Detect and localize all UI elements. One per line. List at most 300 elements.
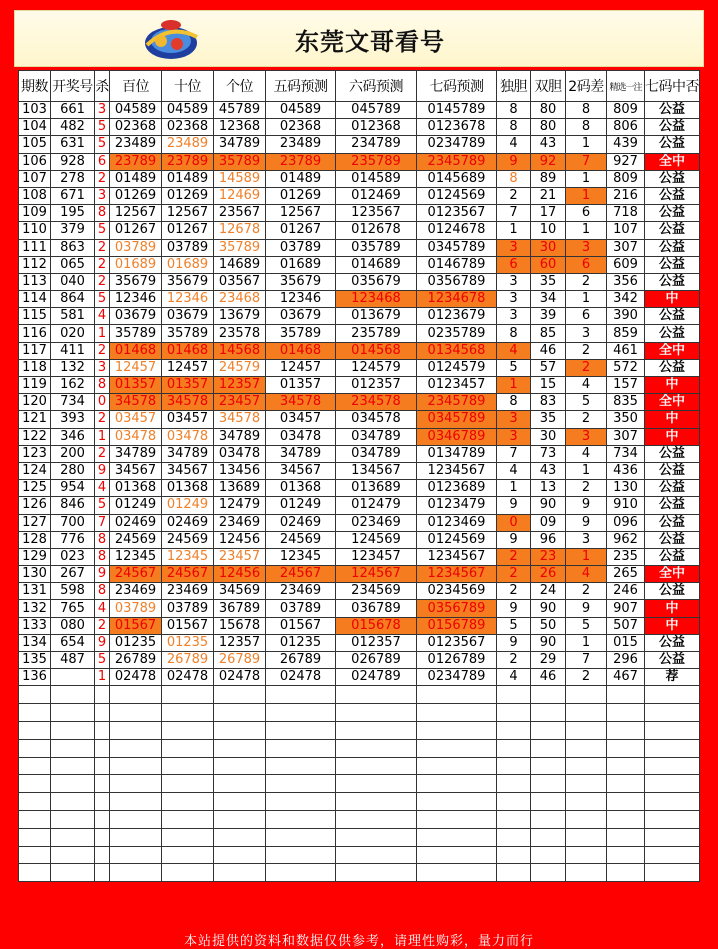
table-cell: 7 (566, 652, 607, 669)
table-cell: 02368 (162, 119, 214, 136)
table-cell: 907 (607, 600, 645, 617)
table-cell: 01269 (266, 187, 336, 204)
table-cell: 34567 (162, 462, 214, 479)
table-cell: 9 (95, 462, 110, 479)
table-cell: 5 (566, 617, 607, 634)
empty-cell (51, 757, 95, 775)
table-cell: 12567 (110, 205, 162, 222)
table-cell: 122 (19, 428, 51, 445)
empty-cell (497, 846, 531, 864)
empty-cell (607, 757, 645, 775)
table-cell: 23789 (110, 153, 162, 170)
table-cell: 1 (566, 187, 607, 204)
empty-row (19, 757, 700, 775)
table-cell: 39 (531, 308, 566, 325)
empty-cell (266, 828, 336, 846)
table-cell: 全中 (645, 566, 700, 583)
table-cell: 01368 (162, 480, 214, 497)
empty-cell (645, 810, 700, 828)
table-cell: 034578 (336, 411, 417, 428)
table-row (19, 308, 700, 325)
table-row (19, 514, 700, 531)
table-cell: 107 (607, 222, 645, 239)
table-cell: 01489 (162, 170, 214, 187)
table-cell: 35679 (266, 273, 336, 290)
table-cell: 中 (645, 411, 700, 428)
table-cell: 012469 (336, 187, 417, 204)
page-title: 东莞文哥看号 (295, 27, 445, 56)
empty-cell (566, 846, 607, 864)
table-cell: 1 (566, 548, 607, 565)
table-cell: 中 (645, 617, 700, 634)
table-cell: 01267 (266, 222, 336, 239)
table-cell: 12456 (214, 531, 266, 548)
table-cell: 公益 (645, 273, 700, 290)
table-cell: 1 (566, 170, 607, 187)
empty-cell (607, 775, 645, 793)
table-row (19, 411, 700, 428)
empty-cell (110, 757, 162, 775)
table-cell: 02469 (162, 514, 214, 531)
table-cell: 390 (607, 308, 645, 325)
table-cell: 3 (566, 428, 607, 445)
table-cell: 中 (645, 428, 700, 445)
table-cell: 8 (497, 394, 531, 411)
empty-cell (95, 828, 110, 846)
table-cell: 129 (19, 548, 51, 565)
table-cell: 35789 (110, 325, 162, 342)
table-cell: 04589 (110, 102, 162, 119)
table-cell: 0145789 (417, 102, 497, 119)
table-cell: 46 (531, 669, 566, 686)
table-cell: 23789 (266, 153, 336, 170)
table-cell: 134567 (336, 462, 417, 479)
table-cell: 12567 (266, 205, 336, 222)
table-cell: 734 (607, 445, 645, 462)
table-cell: 4 (497, 136, 531, 153)
table-cell: 03789 (162, 239, 214, 256)
empty-cell (162, 775, 214, 793)
table-cell: 0123689 (417, 480, 497, 497)
empty-cell (417, 704, 497, 722)
table-cell: 107 (19, 170, 51, 187)
table-cell: 26789 (214, 652, 266, 669)
table-cell: 30 (531, 428, 566, 445)
table-cell: 3 (95, 102, 110, 119)
table-row (19, 102, 700, 119)
table-cell: 0123479 (417, 497, 497, 514)
table-cell: 公益 (645, 445, 700, 462)
table-cell: 5 (95, 652, 110, 669)
table-cell: 03478 (162, 428, 214, 445)
table-row (19, 394, 700, 411)
table-cell: 0234789 (417, 136, 497, 153)
table-cell: 26789 (162, 652, 214, 669)
table-cell: 2 (497, 566, 531, 583)
empty-cell (51, 864, 95, 882)
table-cell: 35 (531, 273, 566, 290)
table-cell: 12357 (214, 377, 266, 394)
empty-cell (645, 793, 700, 811)
table-cell: 24567 (110, 566, 162, 583)
column-header: 百位 (110, 71, 162, 102)
table-cell: 0234569 (417, 583, 497, 600)
table-cell: 13689 (214, 480, 266, 497)
table-cell: 公益 (645, 187, 700, 204)
table-cell: 581 (51, 308, 95, 325)
table-cell: 411 (51, 342, 95, 359)
table-cell: 110 (19, 222, 51, 239)
table-cell: 12346 (162, 291, 214, 308)
empty-cell (162, 864, 214, 882)
table-cell: 4 (566, 566, 607, 583)
column-header: 五码预测 (266, 71, 336, 102)
empty-row (19, 775, 700, 793)
table-cell: 0356789 (417, 273, 497, 290)
table-cell: 0123457 (417, 377, 497, 394)
table-cell: 02478 (110, 669, 162, 686)
table-cell: 12456 (214, 566, 266, 583)
empty-cell (417, 864, 497, 882)
table-cell: 2345789 (417, 394, 497, 411)
table-cell: 234578 (336, 394, 417, 411)
table-cell: 6 (497, 256, 531, 273)
column-header: 个位 (214, 71, 266, 102)
globe-logo-icon (137, 17, 201, 63)
table-cell: 公益 (645, 514, 700, 531)
table-cell: 04589 (266, 102, 336, 119)
table-cell: 12345 (110, 548, 162, 565)
empty-cell (214, 793, 266, 811)
table-cell: 21 (531, 187, 566, 204)
table-cell: 80 (531, 119, 566, 136)
table-cell: 公益 (645, 119, 700, 136)
table-cell: 8 (497, 119, 531, 136)
empty-cell (214, 686, 266, 704)
table-cell: 9 (566, 600, 607, 617)
table-cell: 24567 (266, 566, 336, 583)
table-row (19, 325, 700, 342)
table-cell: 1 (566, 136, 607, 153)
empty-cell (19, 828, 51, 846)
table-cell: 379 (51, 222, 95, 239)
table-cell: 121 (19, 411, 51, 428)
table-cell: 10 (531, 222, 566, 239)
table-row (19, 119, 700, 136)
table-row (19, 497, 700, 514)
table-cell: 01489 (110, 170, 162, 187)
table-cell: 809 (607, 170, 645, 187)
table-cell: 104 (19, 119, 51, 136)
empty-row (19, 704, 700, 722)
empty-cell (162, 810, 214, 828)
table-cell: 112 (19, 256, 51, 273)
empty-cell (51, 739, 95, 757)
table-cell: 公益 (645, 170, 700, 187)
empty-cell (566, 686, 607, 704)
table-cell: 23 (531, 548, 566, 565)
table-cell: 02478 (162, 669, 214, 686)
column-header: 精选一注 (607, 71, 645, 102)
empty-cell (19, 846, 51, 864)
table-cell: 30 (531, 239, 566, 256)
empty-cell (336, 704, 417, 722)
table-cell: 01689 (266, 256, 336, 273)
table-row (19, 548, 700, 565)
table-cell: 23468 (214, 291, 266, 308)
empty-cell (497, 757, 531, 775)
table-cell: 03679 (110, 308, 162, 325)
table-cell: 12457 (266, 359, 336, 376)
empty-cell (266, 864, 336, 882)
table-cell: 01468 (266, 342, 336, 359)
empty-cell (95, 721, 110, 739)
table-cell: 096 (607, 514, 645, 531)
table-cell: 631 (51, 136, 95, 153)
table-cell: 2 (566, 669, 607, 686)
table-cell: 113 (19, 273, 51, 290)
table-cell: 0146789 (417, 256, 497, 273)
table-cell: 109 (19, 205, 51, 222)
table-cell: 012368 (336, 119, 417, 136)
table-row (19, 136, 700, 153)
table-cell: 507 (607, 617, 645, 634)
table-cell: 34578 (266, 394, 336, 411)
empty-cell (51, 828, 95, 846)
table-cell: 467 (607, 669, 645, 686)
table-cell: 015678 (336, 617, 417, 634)
empty-cell (110, 739, 162, 757)
table-row (19, 342, 700, 359)
empty-cell (417, 757, 497, 775)
empty-cell (19, 721, 51, 739)
empty-cell (531, 739, 566, 757)
empty-cell (607, 739, 645, 757)
table-cell: 195 (51, 205, 95, 222)
table-row (19, 153, 700, 170)
table-cell: 34578 (162, 394, 214, 411)
table-cell: 公益 (645, 634, 700, 651)
table-cell: 1 (95, 669, 110, 686)
table-cell: 128 (19, 531, 51, 548)
table-cell: 9 (497, 634, 531, 651)
table-cell: 4 (497, 669, 531, 686)
empty-cell (95, 810, 110, 828)
empty-cell (19, 864, 51, 882)
table-cell: 57 (531, 359, 566, 376)
table-cell: 公益 (645, 222, 700, 239)
table-cell: 127 (19, 514, 51, 531)
table-cell: 5 (95, 136, 110, 153)
table-cell: 24 (531, 583, 566, 600)
table-cell: 718 (607, 205, 645, 222)
table-cell: 公益 (645, 548, 700, 565)
empty-cell (417, 828, 497, 846)
empty-cell (19, 775, 51, 793)
empty-cell (162, 828, 214, 846)
table-cell: 公益 (645, 583, 700, 600)
empty-cell (266, 846, 336, 864)
table-cell: 910 (607, 497, 645, 514)
table-cell: 123457 (336, 548, 417, 565)
table-cell: 013679 (336, 308, 417, 325)
table-cell: 01368 (110, 480, 162, 497)
table-cell: 2 (566, 411, 607, 428)
table-cell: 03789 (266, 239, 336, 256)
table-cell: 35789 (214, 153, 266, 170)
table-cell: 436 (607, 462, 645, 479)
table-cell: 34567 (266, 462, 336, 479)
table-cell: 035679 (336, 273, 417, 290)
table-cell: 034789 (336, 445, 417, 462)
table-cell: 1 (566, 634, 607, 651)
table-cell: 01249 (110, 497, 162, 514)
empty-cell (417, 810, 497, 828)
empty-cell (531, 686, 566, 704)
column-header: 开奖号 (51, 71, 95, 102)
table-cell: 954 (51, 480, 95, 497)
table-cell: 023469 (336, 514, 417, 531)
empty-cell (336, 810, 417, 828)
table-cell: 9 (497, 497, 531, 514)
table-row (19, 445, 700, 462)
table-cell: 356 (607, 273, 645, 290)
table-cell: 92 (531, 153, 566, 170)
empty-cell (266, 810, 336, 828)
empty-cell (214, 721, 266, 739)
table-cell: 01567 (110, 617, 162, 634)
empty-cell (566, 757, 607, 775)
table-cell: 0156789 (417, 617, 497, 634)
table-cell: 130 (607, 480, 645, 497)
table-cell: 863 (51, 239, 95, 256)
table-cell: 03457 (266, 411, 336, 428)
table-cell: 13679 (214, 308, 266, 325)
table-cell: 023 (51, 548, 95, 565)
empty-cell (645, 739, 700, 757)
table-cell: 01689 (162, 256, 214, 273)
empty-cell (417, 739, 497, 757)
table-cell: 全中 (645, 153, 700, 170)
table-cell: 43 (531, 136, 566, 153)
table-cell: 864 (51, 291, 95, 308)
empty-row (19, 864, 700, 882)
table-cell: 119 (19, 377, 51, 394)
table-cell: 01689 (110, 256, 162, 273)
table-row (19, 531, 700, 548)
table-cell: 7 (497, 205, 531, 222)
table-cell: 350 (607, 411, 645, 428)
table-cell: 111 (19, 239, 51, 256)
table-cell: 120 (19, 394, 51, 411)
table-cell: 公益 (645, 239, 700, 256)
empty-cell (266, 721, 336, 739)
empty-cell (162, 846, 214, 864)
table-cell: 23469 (266, 583, 336, 600)
table-cell: 01269 (162, 187, 214, 204)
table-cell: 85 (531, 325, 566, 342)
table-cell: 020 (51, 325, 95, 342)
table-cell: 928 (51, 153, 95, 170)
table-cell: 133 (19, 617, 51, 634)
empty-cell (162, 721, 214, 739)
table-cell: 0 (95, 394, 110, 411)
empty-cell (497, 828, 531, 846)
table-cell: 01357 (110, 377, 162, 394)
table-cell: 014568 (336, 342, 417, 359)
empty-cell (19, 793, 51, 811)
table-cell: 35679 (162, 273, 214, 290)
table-cell: 12479 (214, 497, 266, 514)
empty-cell (110, 810, 162, 828)
table-cell: 8 (497, 170, 531, 187)
prediction-table (18, 70, 700, 882)
table-cell: 09 (531, 514, 566, 531)
table-cell: 4 (497, 462, 531, 479)
table-cell: 2 (497, 583, 531, 600)
table-cell: 661 (51, 102, 95, 119)
table-cell: 0345789 (417, 411, 497, 428)
empty-cell (19, 757, 51, 775)
table-cell: 0124579 (417, 359, 497, 376)
table-cell: 9 (566, 514, 607, 531)
table-cell: 482 (51, 119, 95, 136)
table-cell: 035789 (336, 239, 417, 256)
table-cell: 2 (95, 256, 110, 273)
table-cell: 01235 (110, 634, 162, 651)
table-cell: 235789 (336, 153, 417, 170)
table-cell: 846 (51, 497, 95, 514)
table-cell: 01267 (110, 222, 162, 239)
table-cell: 公益 (645, 325, 700, 342)
empty-cell (336, 864, 417, 882)
empty-cell (566, 721, 607, 739)
table-cell: 124567 (336, 566, 417, 583)
header-row (19, 71, 700, 102)
table-cell: 29 (531, 652, 566, 669)
empty-cell (531, 704, 566, 722)
empty-cell (162, 686, 214, 704)
table-cell: 23578 (214, 325, 266, 342)
empty-cell (417, 775, 497, 793)
empty-cell (531, 810, 566, 828)
table-cell: 公益 (645, 652, 700, 669)
table-cell: 03478 (110, 428, 162, 445)
empty-cell (417, 686, 497, 704)
table-cell: 0124569 (417, 187, 497, 204)
table-cell: 23469 (162, 583, 214, 600)
table-cell: 01249 (162, 497, 214, 514)
empty-cell (645, 721, 700, 739)
table-cell: 2 (566, 359, 607, 376)
table-cell: 5 (566, 394, 607, 411)
table-cell: 7 (95, 514, 110, 531)
table-cell: 03679 (266, 308, 336, 325)
empty-cell (95, 757, 110, 775)
table-cell: 4 (566, 377, 607, 394)
table-cell: 246 (607, 583, 645, 600)
table-cell: 0235789 (417, 325, 497, 342)
table-cell: 90 (531, 600, 566, 617)
table-cell: 124569 (336, 531, 417, 548)
empty-cell (51, 775, 95, 793)
empty-cell (266, 739, 336, 757)
empty-cell (214, 704, 266, 722)
table-cell: 108 (19, 187, 51, 204)
table-cell: 12457 (110, 359, 162, 376)
empty-cell (497, 686, 531, 704)
table-row (19, 170, 700, 187)
